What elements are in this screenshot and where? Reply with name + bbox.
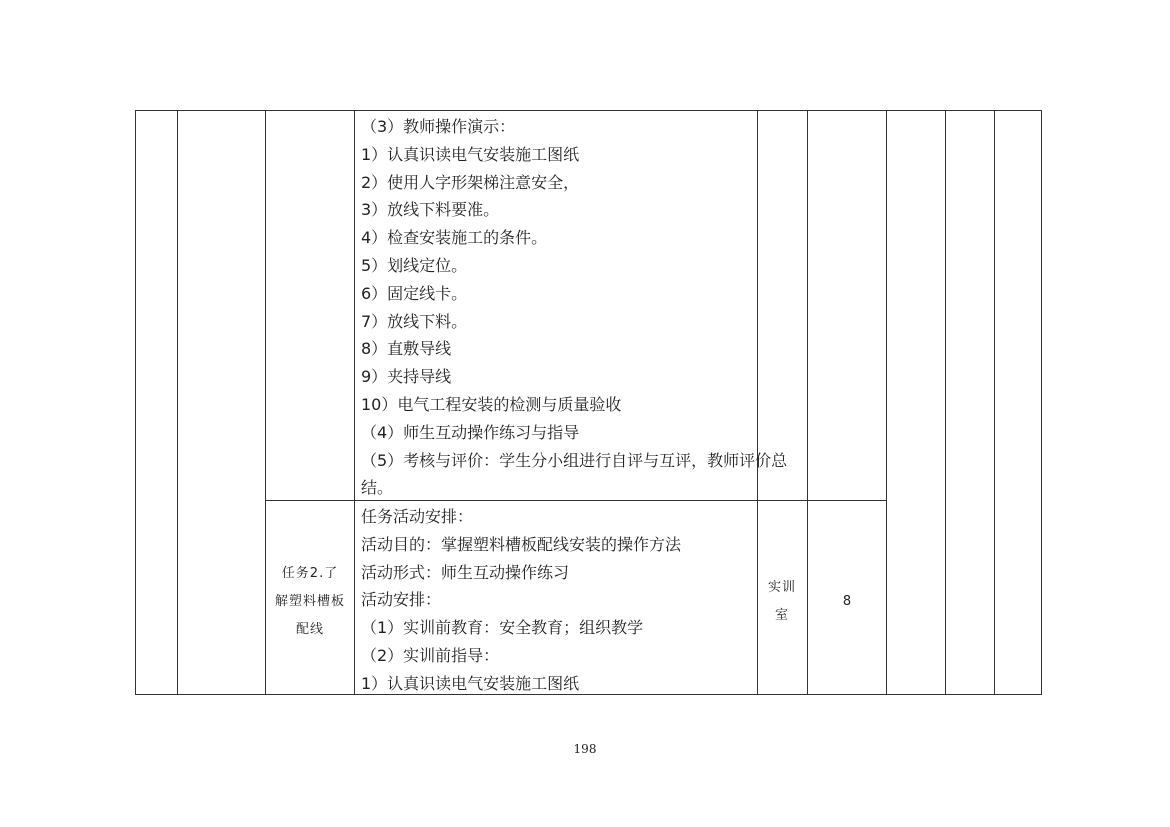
row1-line: 6）固定线卡。: [361, 283, 468, 303]
task-name-line: 任务2.了: [281, 566, 339, 581]
row1-line: 2）使用人字形架梯注意安全，: [361, 172, 580, 192]
row2-content: [361, 504, 757, 699]
location-line: 室: [774, 608, 789, 623]
row2-line: 活动形式：师生互动操作练习: [361, 562, 570, 582]
row2-line: 任务活动安排：: [361, 507, 474, 526]
row1-line: 7）放线下料。: [361, 311, 468, 331]
task-name-cell: [266, 560, 354, 644]
location-cell: [757, 574, 807, 630]
row1-line: 1）认真识读电气安装施工图纸: [361, 144, 580, 164]
row1-line: 9）夹持导线: [361, 367, 452, 387]
hours-cell: 8: [842, 594, 852, 609]
row1-line: （5）考核与评价：学生分小组进行自评与互评，教师评价总: [361, 450, 788, 470]
row2-line: （2）实训前指导：: [361, 645, 500, 665]
row1-line: 5）划线定位。: [361, 255, 468, 275]
row1-line: （3）教师操作演示：: [361, 117, 516, 136]
page-number: 198: [573, 742, 597, 756]
row1-line: 10）电气工程安装的检测与质量验收: [361, 394, 622, 414]
row1-line: （4）师生互动操作练习与指导: [361, 422, 580, 442]
location-line: 实训: [767, 580, 796, 595]
row1-line: 8）直敷导线: [361, 339, 452, 359]
task-name-line: 配线: [295, 622, 324, 637]
row1-line: 3）放线下料要准。: [361, 200, 500, 220]
row1-line: 结。: [361, 478, 394, 498]
task-name-line: 解塑料槽板: [274, 594, 345, 609]
row2-line: （1）实训前教育：安全教育；组织教学: [361, 618, 644, 638]
row2-line: 活动目的：掌握塑料槽板配线安装的操作方法: [361, 534, 682, 554]
row2-line: 1）认真识读电气安装施工图纸: [361, 673, 580, 693]
row2-line: 活动安排：: [361, 590, 442, 610]
row1-line: 4）检查安装施工的条件。: [361, 228, 548, 248]
row1-content: [361, 114, 788, 503]
